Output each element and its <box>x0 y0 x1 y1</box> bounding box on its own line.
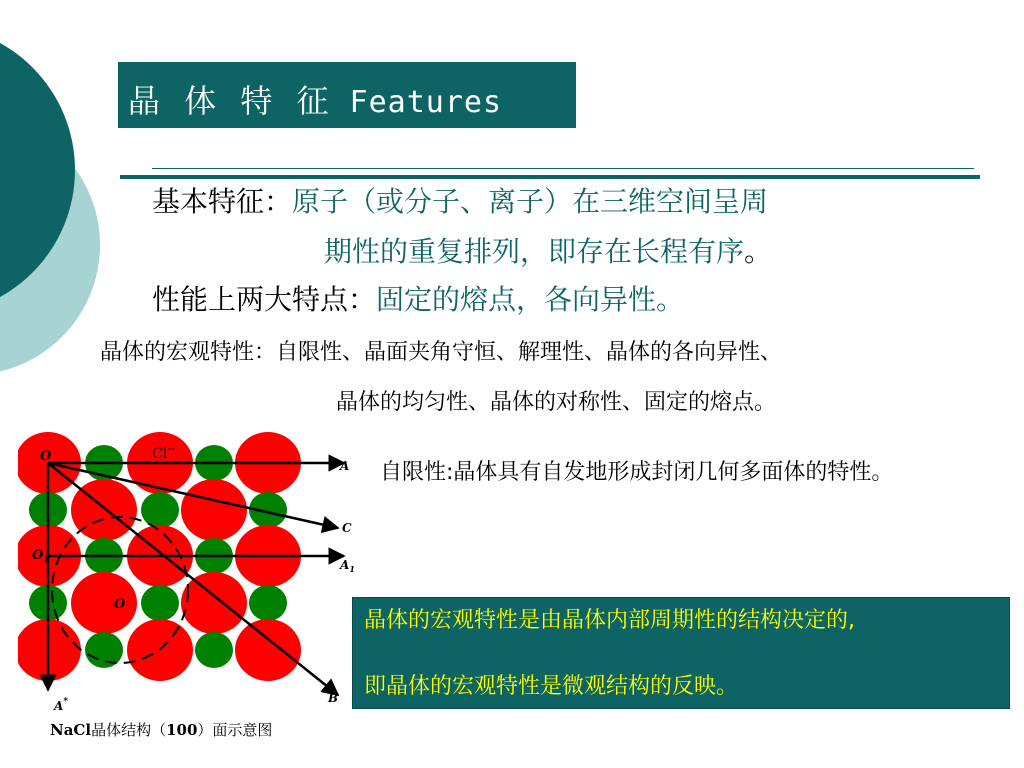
basic-feature-text1: 原子（或分子、离子）在三维空间呈周 <box>292 185 769 218</box>
chloride-ion <box>235 619 301 681</box>
divider-thick <box>120 175 980 179</box>
label-Cl: Cl− <box>152 444 176 462</box>
macro-properties-line1: 晶体的宏观特性：自限性、晶面夹角守恒、解理性、晶体的各向异性、 <box>100 340 783 365</box>
nacl-structure-diagram <box>18 428 368 720</box>
label-O1: $O_1$ <box>32 548 50 565</box>
title-cn: 晶 体 特 征 <box>128 82 336 120</box>
basic-feature-label: 基本特征： <box>152 185 293 218</box>
chloride-ion <box>18 619 81 681</box>
macro-properties-line2: 晶体的均匀性、晶体的对称性、固定的熔点。 <box>336 390 777 415</box>
sodium-ion <box>195 632 233 668</box>
properties-label: 性能上两大特点： <box>152 283 377 316</box>
basic-feature-period: 。 <box>744 235 773 268</box>
label-C: C <box>342 521 352 535</box>
label-A1: $A_1$ <box>340 558 355 574</box>
basic-feature-text2: 期性的重复排列，即存在长程有序 <box>324 235 745 268</box>
conclusion-line1: 晶体的宏观特性是由晶体内部周期性的结构决定的, <box>364 608 855 633</box>
divider-thin <box>152 168 974 169</box>
label-Astar: A* <box>54 697 69 713</box>
label-O-center: O <box>114 597 126 612</box>
chloride-ion <box>181 572 247 634</box>
conclusion-line2: 即晶体的宏观特性是微观结构的反映。 <box>364 674 739 699</box>
label-O: O <box>40 449 52 464</box>
label-A: A <box>340 459 350 473</box>
chloride-ion <box>71 572 137 634</box>
sodium-ion <box>85 632 123 668</box>
title-en: Features <box>349 85 503 120</box>
basic-feature-line2 <box>324 234 772 270</box>
basic-feature-line1 <box>152 184 768 220</box>
label-B: B <box>328 691 339 705</box>
properties-value: 固定的熔点，各向异性。 <box>376 283 685 316</box>
properties-line <box>152 282 684 318</box>
self-limiting-definition: 自限性:晶体具有自发地形成封闭几何多面体的特性。 <box>380 460 894 485</box>
chloride-ion <box>181 479 247 541</box>
sodium-ion <box>249 585 287 621</box>
sodium-ion <box>141 492 179 528</box>
diagram-caption: NaCl晶体结构（100）面示意图 <box>50 721 273 739</box>
slide-title <box>128 81 502 123</box>
sodium-ion <box>141 585 179 621</box>
